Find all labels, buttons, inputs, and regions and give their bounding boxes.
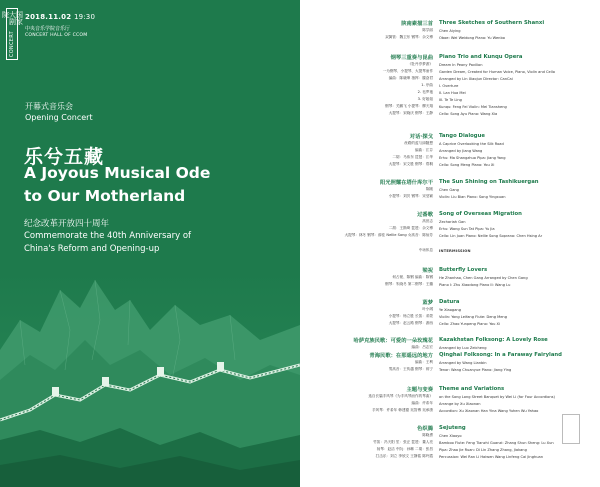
program-detail-row <box>300 344 600 351</box>
program-detail-row <box>300 193 600 200</box>
program-text-en: Arranged by Luo Zeicheng <box>439 345 487 350</box>
program-item <box>300 424 600 460</box>
program-detail-row <box>300 61 600 68</box>
program-text-cn: 打击乐：刘立 李欣文 王静铭 陈玲霞 <box>375 454 433 458</box>
program-text-en: He Zhanhao, Chen Gang Arranged by Chen Gang <box>439 275 528 280</box>
program-text-en: Chen Xiaoyo <box>439 433 462 438</box>
program-text-cn: 大提琴：林冬 钢琴：薛佳 Nellie Song 女高音：陈仙芳 <box>344 233 433 237</box>
program-text-cn: 1. 序曲 <box>421 83 433 87</box>
program-text-cn: 小提琴：杨立胜 长笛：邓蒙 <box>388 314 433 318</box>
program-item <box>300 19 600 41</box>
program-text-cn: 钢琴三重奏与昆曲 <box>390 55 433 61</box>
program-text-cn: 阳光照耀在塔什库尔干 <box>380 180 433 186</box>
program-text-cn: 高世志 <box>422 219 433 223</box>
venue-en: CONCERT HALL OF CCOM <box>25 33 88 38</box>
program-text-cn: 主题与变奏 <box>406 387 433 393</box>
program-detail-row <box>300 281 600 288</box>
program-text-en: Oboe: Wei Weidong Piano: Yu Wenbo <box>439 35 505 40</box>
title-cn: 乐兮五藏 <box>24 146 105 168</box>
program-text-cn: 扬琴：赵洁 中阮：孙琳 二胡：张昌 <box>376 447 433 451</box>
program-text-cn: 对话·探戈 <box>409 134 433 140</box>
program-text-en: Three Sketches of Southern Shanxi <box>439 20 545 26</box>
program-detail-row <box>300 393 600 400</box>
program-detail-row <box>300 439 600 446</box>
program-text-cn: 梁祝 <box>422 268 433 274</box>
program-detail-row <box>300 446 600 453</box>
program-text-cn: 编曲：陈晓坤 指挥：滕奋君 <box>388 76 433 80</box>
concert-date: 2018.11.02 19:30 <box>25 13 96 21</box>
program-text-en: I. Overture <box>439 83 459 88</box>
program-text-en: on the Song Long Street Banquet by Wei Li (for Four Accordions) <box>439 394 555 399</box>
program-text-cn: 小提琴：刘贝 钢琴：宋莹颖 <box>388 194 433 198</box>
program-detail-row <box>300 68 600 75</box>
program-text-en: Zechariah Gan <box>439 219 466 224</box>
program-detail-row <box>300 96 600 103</box>
program-item <box>300 132 600 168</box>
program-text-cn: 丝路的蓝与绿随想 <box>404 141 433 145</box>
program-text-cn: 编曲：王利 <box>415 360 433 364</box>
program-text-en: Chen Gang <box>439 187 459 192</box>
subtitle-en-line1: Commemorate the 40th Anniversary of <box>24 231 192 241</box>
program-text-cn: 大提琴：宋文胜 钢琴：郑桐 <box>388 162 433 166</box>
program-piece-title <box>300 132 600 140</box>
program-text-en: Bamboo Flute: Feng Tianzhi Guanzi: Zhang Shun Sheng: Lu Xun <box>439 440 554 445</box>
program-text-en: Sejuteng <box>439 425 466 431</box>
program-text-en: Song of Overseas Migration <box>439 211 522 217</box>
program-detail-row <box>300 320 600 327</box>
logo-en: CONCERT <box>8 30 15 57</box>
program-detail-row <box>300 186 600 193</box>
program-text-en: Piano Trio and Kunqu Opera <box>439 54 523 60</box>
program-detail-row <box>300 82 600 89</box>
program-text-en: Erhu: Wang Sun Tat Pipa: Yu Jia <box>439 226 495 231</box>
program-text-en: INTERMISSION <box>439 248 471 253</box>
program-detail-row <box>300 274 600 281</box>
program-text-en: Arranged by Lin Xiaojun Director: CanCai <box>439 76 513 81</box>
program-detail-row <box>300 453 600 460</box>
program-text-en: Erhu: Ma Shangzhuo Pipa: Jiang Yang <box>439 155 506 160</box>
program-detail-row <box>300 359 600 366</box>
program-text-en: Tenor: Wang Chuanyue Piano: Jiang Ying <box>439 367 512 372</box>
great-wall-mountain-illustration <box>0 270 300 487</box>
program-text-en: The Sun Shining on Tashikuergan <box>439 179 539 185</box>
program-detail-row <box>300 27 600 34</box>
program-text-en: Arranged by Wang Lianbin <box>439 360 487 365</box>
program-text-en: Pipa: Zhao Jie Ruan: Di Lin Zhang Zhang, Jiakang <box>439 447 527 452</box>
program-text-cn: 二胡：王斯琦 琵琶：余文博 <box>388 226 433 230</box>
program-piece-title <box>300 178 600 186</box>
program-item <box>300 385 600 414</box>
program-list <box>300 0 600 487</box>
program-detail-row <box>300 407 600 414</box>
program-detail-row <box>300 161 600 168</box>
program-text-en: Arranged by Jiang Wang <box>439 148 483 153</box>
program-detail-row <box>300 218 600 225</box>
program-text-cn: 中场休息 <box>418 248 433 252</box>
program-text-cn: 青海民歌：在那遥远的地方 <box>369 353 433 359</box>
opening-cn: 开幕式音乐会 <box>25 102 73 111</box>
program-text-en: Cello: Zhao Yunpeng Piano: You Xi <box>439 321 500 326</box>
program-text-cn: 陈刚 <box>425 187 433 191</box>
program-text-en: Cello: Song Ayu Piano: Wang Xia <box>439 111 498 116</box>
program-text-en: Kunqu: Feng Fei Violin: Mei Tiansheng <box>439 104 507 109</box>
program-text-cn: 竹笛：冯天阳 笙：张正 琵琶：董人亮 <box>373 440 433 444</box>
program-detail-row <box>300 366 600 373</box>
red-seal-stamp <box>562 414 580 444</box>
program-piece-title <box>300 298 600 306</box>
program-detail-row <box>300 154 600 161</box>
program-text-en: II. Lan Hua Mei <box>439 90 466 95</box>
program-detail-row <box>300 110 600 117</box>
program-text-cn: 《牡丹亭梦游》 <box>407 62 433 66</box>
program-piece-title <box>300 53 600 61</box>
program-text-en: Kazakhstan Folksong: A Lovely Rose <box>439 337 548 343</box>
program-detail-row <box>300 75 600 82</box>
program-item <box>300 266 600 288</box>
program-text-en: Percussion: Wei Ran Li Haiwen Wang Linfeng Cai Jinghuan <box>439 454 544 459</box>
program-piece-title <box>300 210 600 218</box>
program-text-en: Violin: Liu Bian Piano: Song Yingxuan <box>439 194 506 199</box>
program-item <box>300 336 600 373</box>
program-detail-row <box>300 306 600 313</box>
program-text-en: III. Te Te Ling <box>439 97 462 102</box>
program-item <box>300 298 600 327</box>
program-detail-row <box>300 140 600 147</box>
program-text-cn: 陈学丽 <box>422 28 433 32</box>
program-text-cn: 钢琴：关鹏飞 小提琴：柳天翔 <box>385 104 433 108</box>
program-text-en: Violin: Yang Leifang Flute: Deng Meng <box>439 314 507 319</box>
program-text-en: Arrange by Xu Xiaonan <box>439 401 481 406</box>
program-detail-row <box>300 89 600 96</box>
program-text-en: A Caprice Overlooking the Silk Road <box>439 141 504 146</box>
program-text-cn: 手风琴：许希年 韩建德 吴智博 吴承康 <box>372 408 433 412</box>
program-detail-row <box>300 232 600 239</box>
program-text-cn: 大提琴：宋晓庆 钢琴：王静 <box>388 111 433 115</box>
program-text-cn: 叶小纲 <box>422 307 433 311</box>
program-text-en: Garden Dream, Created for Human Voice, Piano, Violin and Cello <box>439 69 555 74</box>
program-text-cn: 钢琴：朱晓冬 第二钢琴：王璐 <box>385 282 433 286</box>
program-text-en: Datura <box>439 299 460 305</box>
program-text-en: Tango Dialogue <box>439 133 485 139</box>
program-item <box>300 210 600 239</box>
program-text-cn: 何占豪、陈钢 编曲：陈钢 <box>392 275 433 279</box>
program-item <box>300 178 600 200</box>
program-text-en: Qinghai Folksong: In a Faraway Fairyland <box>439 352 562 358</box>
program-text-cn: 编曲：江芬 <box>415 148 433 152</box>
title-en-line2: to Our Motherland <box>24 187 186 205</box>
program-piece-title <box>300 266 600 274</box>
program-text-cn: 色织腾 <box>417 426 433 432</box>
program-detail-row <box>300 225 600 232</box>
opening-en: Opening Concert <box>25 113 93 122</box>
program-detail-row <box>300 400 600 407</box>
subtitle-cn: 纪念改革开放四十周年 <box>24 219 110 229</box>
program-text-cn: 选自长篇手风琴《为手风琴而作的琴曲》 <box>368 394 433 398</box>
program-piece-title <box>300 336 600 344</box>
program-piece-title <box>300 19 600 27</box>
program-text-cn: 双簧管：魏卫东 钢琴：余文博 <box>385 35 433 39</box>
program-text-cn: 编曲：吕志宏 <box>411 345 433 349</box>
program-text-cn: 大提琴：赵云路 钢琴：游西 <box>388 321 433 325</box>
venue-cn: 中央音乐学院音乐厅 <box>25 26 71 32</box>
program-text-cn: 男高音：王传越 钢琴：蒋宁 <box>388 367 433 371</box>
program-text-en: Cello: Lin Juan Piano: Nellie Song Soprano: Chen Hsing Ar <box>439 233 543 238</box>
program-text-en: Cello: Song Meng Piano: You Xi <box>439 162 495 167</box>
program-detail-row <box>300 432 600 439</box>
title-en-line1: A Joyous Musical Ode <box>24 164 211 182</box>
program-detail-row <box>300 313 600 320</box>
program-text-en: Theme and Variations <box>439 386 505 392</box>
program-piece-title <box>300 351 600 359</box>
program-text-cn: 蓝梦 <box>422 300 433 306</box>
program-text-cn: 3. 好姐姐 <box>417 97 433 101</box>
subtitle-en-line2: China's Reform and Opening-up <box>24 244 160 254</box>
program-piece-title <box>300 385 600 393</box>
program-text-en: Accordion: Xu Xiaonan Han Yina Wang Yuhen Wu Yahao <box>439 408 539 413</box>
program-detail-row <box>300 103 600 110</box>
program-text-cn: 陕南素描三首 <box>401 21 433 27</box>
intermission-row <box>300 247 600 254</box>
program-text-cn: 陈晓勇 <box>422 433 433 437</box>
program-detail-row <box>300 147 600 154</box>
program-text-en: Piano I: Zhu Xiaodong Piano II: Wang Lu <box>439 282 511 287</box>
program-text-en: Chen Aiying <box>439 28 461 33</box>
program-item <box>300 53 600 117</box>
program-text-en: Dream In Peony Pavilion <box>439 62 483 67</box>
program-text-en: Ye Xiaogang <box>439 307 461 312</box>
program-piece-title <box>300 424 600 432</box>
logo-cn: 国家大剧院 <box>1 11 24 25</box>
program-text-en: Butterfly Lovers <box>439 267 488 273</box>
ncpa-logo <box>1 8 24 60</box>
program-text-cn: 哈萨克族民歌：可爱的一朵玫瑰花 <box>353 338 433 344</box>
concert-time: 19:30 <box>73 13 96 21</box>
program-text-cn: 二胡：马伟东 琵琶：江华 <box>392 155 433 159</box>
program-item <box>300 247 600 254</box>
program-text-cn: 2. 皂罗袍 <box>417 90 433 94</box>
program-text-cn: 一为钢琴、小提琴、大提琴而作 <box>382 69 433 73</box>
program-text-cn: 编曲：许希年 <box>411 401 433 405</box>
program-text-cn: 过番歌 <box>417 212 433 218</box>
program-detail-row <box>300 34 600 41</box>
